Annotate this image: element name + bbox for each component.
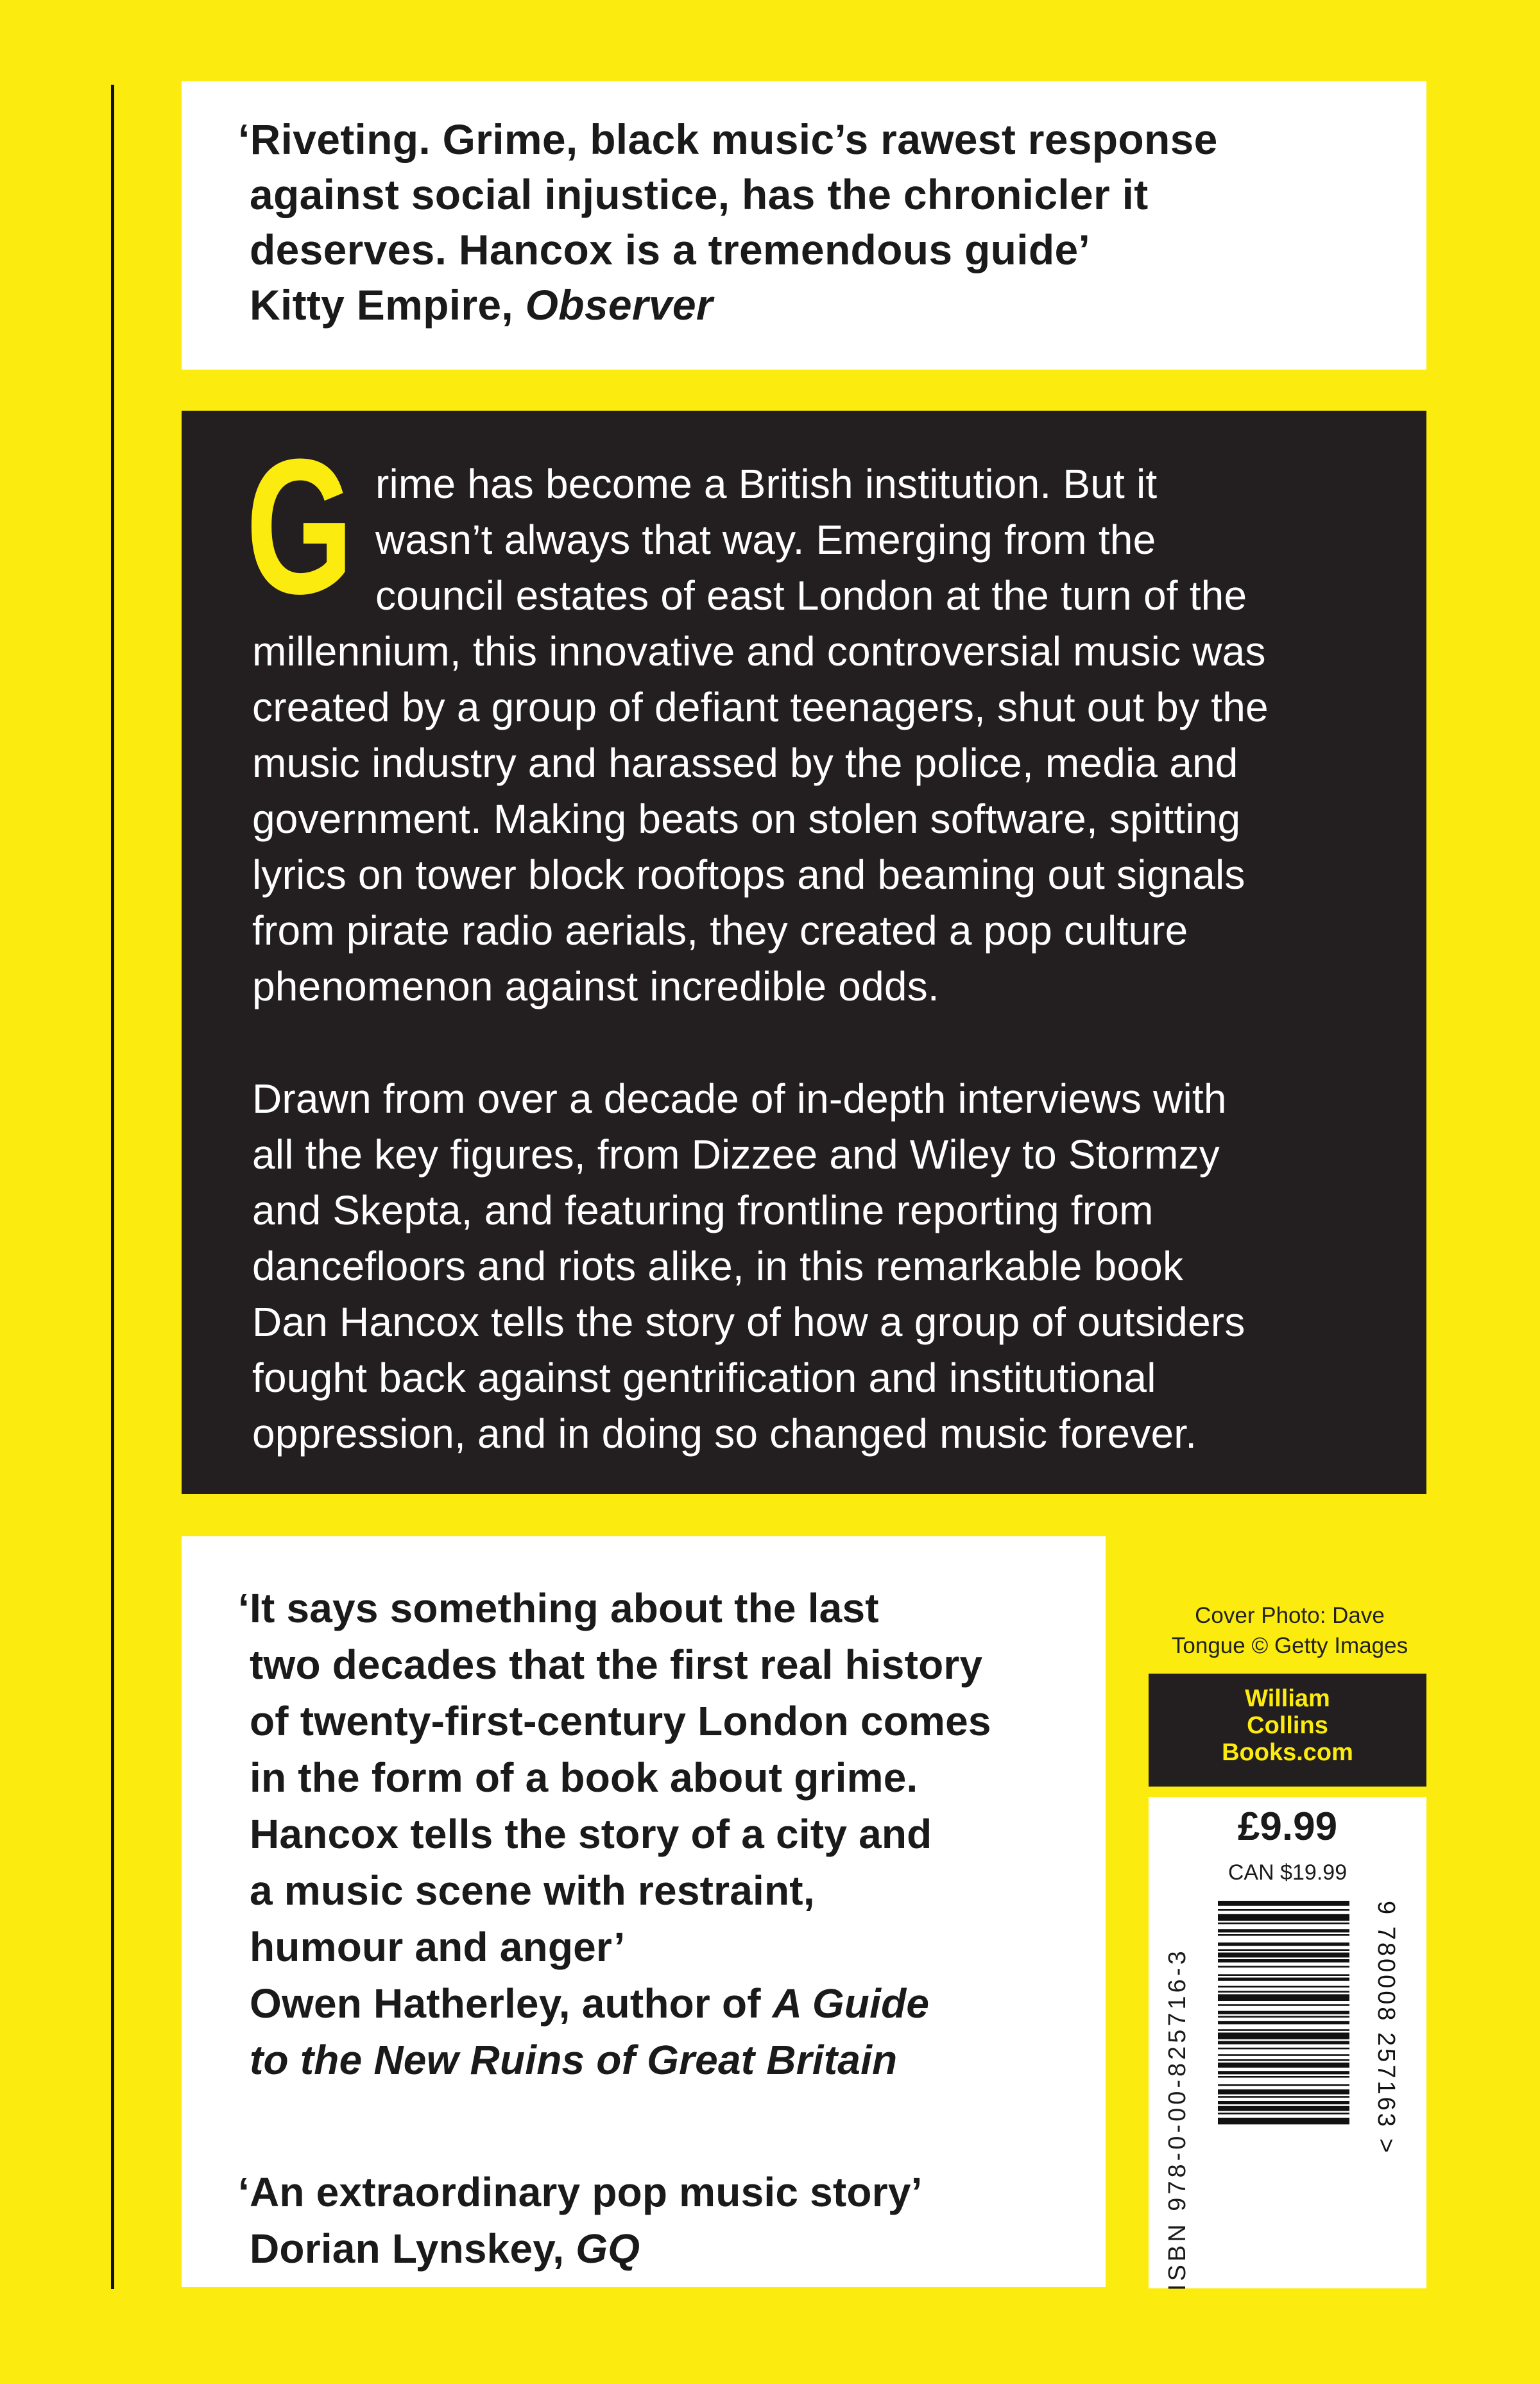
barcode-bar [1218,1909,1349,1911]
barcode-bar [1218,2041,1349,2044]
bottom-review-1 [238,1580,1098,2088]
blurb-panel [182,411,1426,1494]
review-book-title: A Guide [772,1980,930,2027]
price-barcode-box [1149,1797,1426,2291]
blurb-line: lyrics on tower block rooftops and beaming out signals [252,852,1245,898]
barcode-bar [1218,1914,1349,1921]
bottom-review-box [182,1536,1106,2287]
bottom-review-2 [238,2164,1098,2277]
barcode-bar [1218,1978,1349,1981]
price-can: CAN $19.99 [1228,1860,1348,1885]
barcode-bar [1218,2021,1349,2024]
blurb-line: millennium, this innovative and controversial music was [252,628,1266,674]
barcode-bar [1218,1934,1349,1936]
review-book-title-cont: to the New Ruins of Great Britain [250,2037,898,2083]
price: £9.99 [1237,1805,1338,1849]
review-line: of twenty-first-century London comes [250,1698,991,1744]
review-attribution [238,2220,1098,2277]
spine-rule [111,85,114,2289]
top-review-text [238,112,1380,332]
barcode-bar [1218,1901,1349,1906]
publisher-line: Books.com [1222,1739,1353,1766]
barcode-bar [1218,1953,1349,1958]
barcode-bar [1218,1991,1349,1993]
top-review-box [182,81,1426,370]
barcode-bar [1218,2059,1349,2061]
barcode-bar [1218,1929,1349,1932]
barcode-bar [1218,1942,1349,1946]
barcode-bar [1218,2011,1349,2014]
review-line: two decades that the first real history [250,1642,983,1688]
barcode-bar [1218,2113,1349,2114]
review-line: humour and anger’ [250,1924,626,1970]
barcode-bar [1218,1974,1349,1976]
credit-line: Cover Photo: Dave [1195,1603,1385,1628]
review-attribution [238,1975,1098,2032]
barcode-bar [1218,1923,1349,1925]
blurb-line: phenomenon against incredible odds. [252,963,939,1009]
review-attribution [238,277,1380,332]
barcode-bar [1218,1994,1349,2001]
review-line: a music scene with restraint, [250,1867,815,1914]
blurb-line: Drawn from over a decade of in-depth interviews with [252,1076,1227,1122]
credit-line: Tongue © Getty Images [1171,1633,1408,1658]
barcode-bar [1218,2062,1349,2068]
blurb-line: music industry and harassed by the police, media and [252,740,1238,786]
review-line: in the form of a book about grime. [250,1754,918,1801]
blurb-line: all the key figures, from Dizzee and Wiley to Stormzy [252,1131,1220,1178]
review-line: ‘Riveting. Grime, black music’s rawest response [238,116,1218,163]
barcode-bar [1218,2048,1349,2050]
barcode-bar [1218,1986,1349,1988]
drop-cap: G [246,418,354,634]
barcode-bar [1218,1966,1349,1968]
barcode-bar [1218,1949,1349,1951]
review-author: Owen Hatherley, author of [250,1980,773,2027]
review-publication: GQ [576,2225,640,2272]
publisher-line: Collins [1247,1712,1328,1739]
barcode-bar [1218,2101,1349,2104]
barcode-bar [1218,2089,1349,2095]
publisher-box [1149,1674,1426,1787]
barcode-bar [1218,2096,1349,2098]
blurb-line: rime has become a British institution. But it [375,461,1158,507]
barcode-bar [1218,2071,1349,2074]
blurb-line: fought back against gentrification and institutional [252,1355,1156,1401]
barcode-bar [1218,1959,1349,1962]
barcode-bar [1218,2084,1349,2086]
blurb-line: Dan Hancox tells the story of how a group of outsiders [252,1299,1245,1345]
isbn-label: ISBN 978-0-00-825716-3 [1164,1948,1191,2291]
review-line: deserves. Hancox is a tremendous guide’ [250,226,1091,273]
publisher-line: William [1245,1685,1330,1712]
blurb-line: oppression, and in doing so changed music forever. [252,1411,1197,1457]
blurb-line: and Skepta, and featuring frontline reporting from [252,1187,1154,1233]
barcode-bar [1218,2032,1349,2039]
barcode-bar [1218,2076,1349,2078]
barcode-bars [1218,1901,1349,2124]
barcode-bar [1218,2029,1349,2031]
blurb-line: wasn’t always that way. Emerging from the [375,517,1156,563]
review-line: Hancox tells the story of a city and [250,1811,932,1857]
review-author: Dorian Lynskey, [250,2225,576,2272]
barcode-bar [1218,2016,1349,2018]
review-publication: Observer [525,281,713,329]
review-author: Kitty Empire, [250,281,526,329]
barcode-bar [1218,2118,1349,2124]
barcode-digits: 9 780008 257163 > [1373,1901,1399,2156]
blurb-line: dancefloors and riots alike, in this remarkable book [252,1243,1184,1289]
barcode [1218,1901,1399,2279]
review-line: ‘It says something about the last [238,1585,879,1631]
review-line: ‘An extraordinary pop music story’ [238,2169,923,2215]
blurb-line: from pirate radio aerials, they created a pop culture [252,907,1188,954]
blurb-line: government. Making beats on stolen software, spitting [252,796,1241,842]
blurb-line: council estates of east London at the turn of the [375,572,1247,619]
barcode-bar [1218,2004,1349,2006]
cover-credit [1149,1600,1431,1661]
barcode-bar [1218,2106,1349,2111]
review-line: against social injustice, has the chronicler it [250,171,1149,218]
barcode-bar [1218,2054,1349,2056]
blurb-line: created by a group of defiant teenagers, shut out by the [252,684,1269,730]
